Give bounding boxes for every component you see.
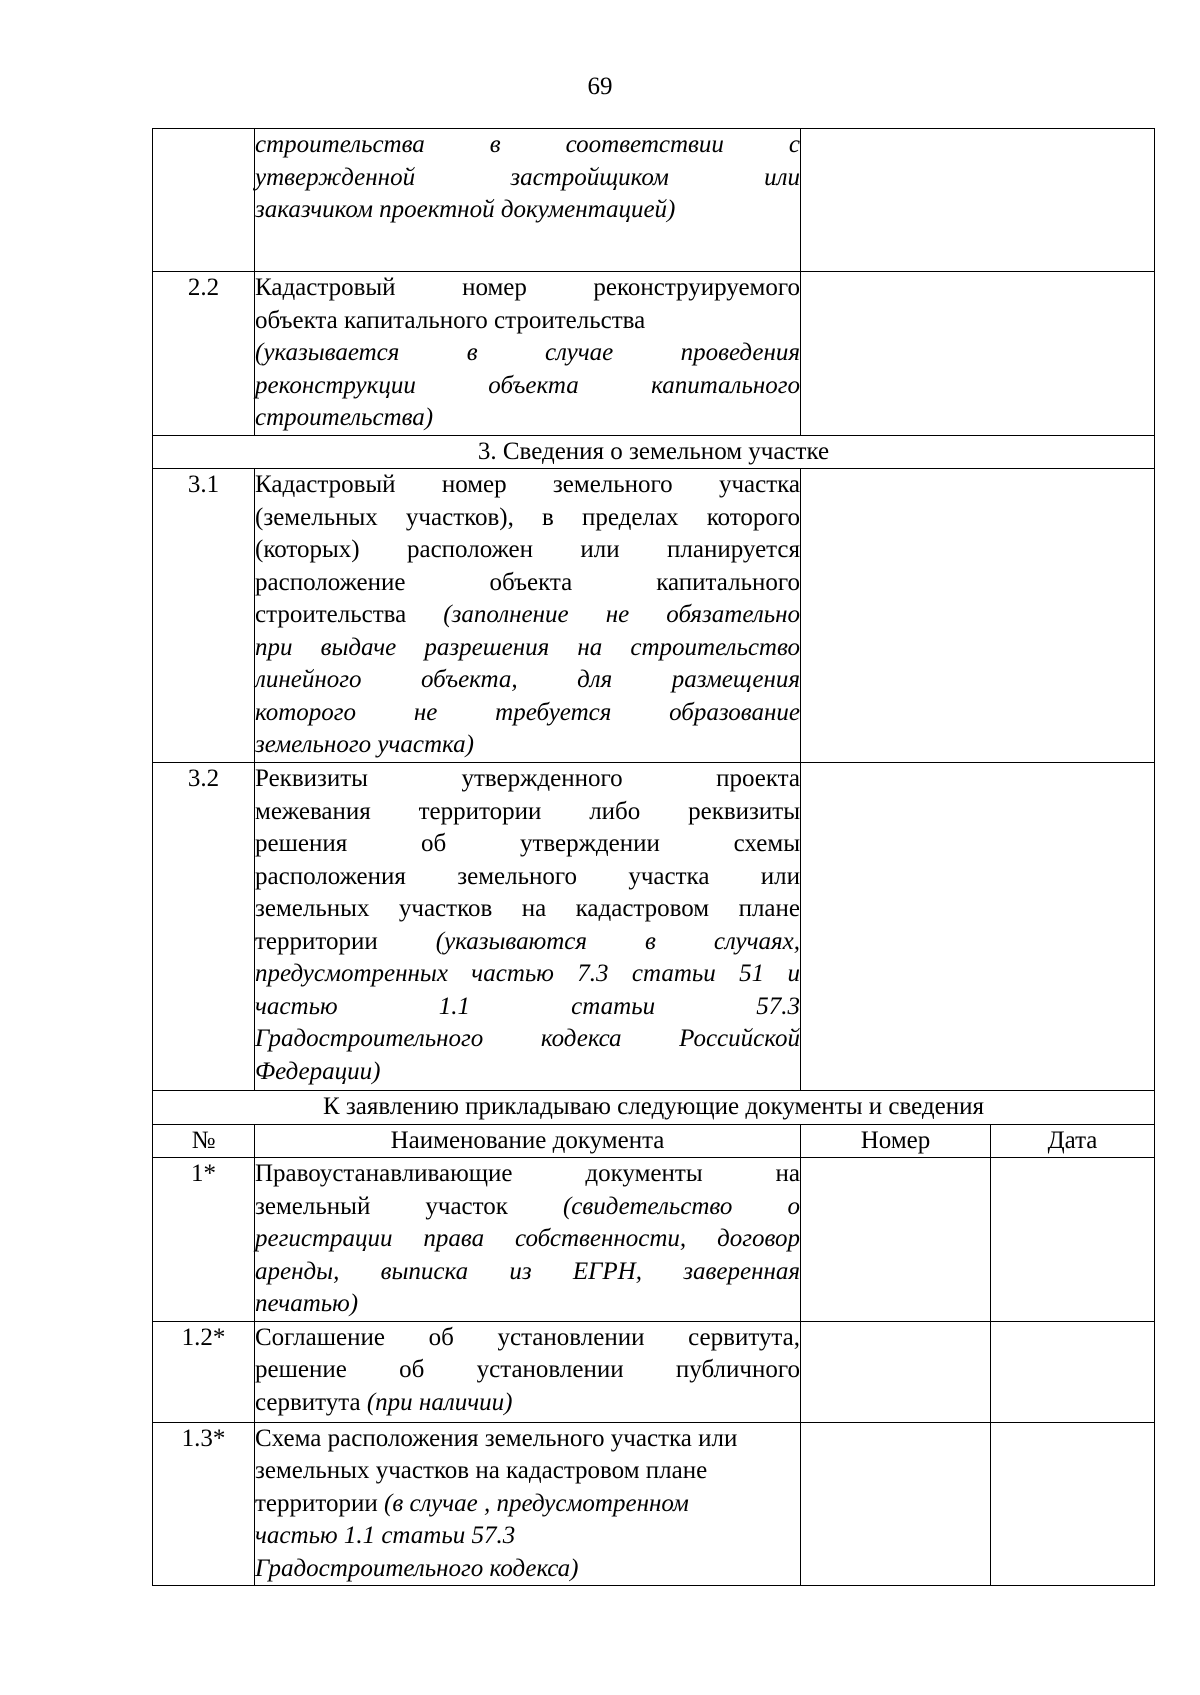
row-description: [255, 1422, 801, 1586]
row-number: 3.1: [153, 469, 255, 763]
description-line: [255, 1256, 800, 1289]
description-line: [255, 1191, 800, 1224]
description-line: [255, 1288, 800, 1321]
description-line: [255, 1520, 800, 1553]
italic-note-text: строительства): [255, 404, 434, 431]
doc-date-cell[interactable]: [991, 1321, 1155, 1422]
italic-note-text: земельного участка): [255, 731, 474, 758]
row-number: 2.2: [153, 272, 255, 436]
column-header-document-name: Наименование документа: [255, 1124, 801, 1158]
italic-note-text: регистрации права собственности, договор: [255, 1225, 800, 1252]
section-header-row: [153, 1091, 1155, 1125]
italic-note-text: (заполнение не обязательно: [443, 601, 800, 628]
description-line: [255, 1455, 800, 1488]
description-line: [255, 402, 800, 435]
row-description: [255, 272, 801, 436]
description-text: расположение объекта капитального: [255, 568, 800, 596]
row-description: [255, 129, 801, 272]
description-line: [255, 796, 800, 829]
column-header-date: Дата: [991, 1124, 1155, 1158]
description-line: [255, 926, 800, 959]
description-text: межевания территории либо реквизиты: [255, 797, 800, 825]
value-cell[interactable]: [801, 763, 1155, 1091]
table-row: [153, 1158, 1155, 1322]
description-line: [255, 1387, 800, 1420]
value-cell[interactable]: [801, 129, 1155, 272]
description-line: [255, 763, 800, 796]
italic-note-text: линейного объекта, для размещения: [255, 666, 800, 693]
italic-note-text: частью 1.1 статьи 57.3: [255, 992, 800, 1020]
table-row: [153, 1422, 1155, 1586]
description-line: [255, 337, 800, 370]
italic-note-text: (указываются в случаях,: [435, 927, 800, 955]
row-number: 3.2: [153, 763, 255, 1091]
description-line: [255, 1423, 800, 1456]
description-line: [255, 664, 800, 697]
italic-note-text: которого не требуется образование: [255, 698, 800, 726]
table-row: [153, 763, 1155, 1091]
row-number: [153, 129, 255, 272]
description-text: земельный участок: [255, 1192, 563, 1220]
description-text: строительства: [255, 601, 444, 628]
italic-note-text: печатью): [255, 1290, 359, 1317]
italic-note-text: частью 1.1 статьи 57.3: [255, 1522, 516, 1549]
value-cell[interactable]: [801, 469, 1155, 763]
row-description: [255, 1158, 801, 1322]
description-text: Кадастровый номер реконструируемого: [255, 274, 800, 301]
description-text: решения об утверждении схемы: [255, 830, 800, 857]
italic-note-text: аренды, выписка из ЕГРН, заверенная: [255, 1257, 800, 1285]
description-line: [255, 194, 800, 227]
table-row: [153, 469, 1155, 763]
description-line: [255, 1553, 800, 1586]
row-number: 1*: [153, 1158, 255, 1322]
description-line: [255, 502, 800, 535]
description-text: земельных участков на кадастровом плане: [255, 895, 800, 922]
description-line: [255, 1488, 800, 1521]
description-line: [255, 272, 800, 305]
description-line: [255, 632, 800, 665]
description-text: Реквизиты утвержденного проекта: [255, 765, 800, 792]
italic-note-text: (свидетельство о: [562, 1192, 800, 1220]
italic-note-text: (в случае , предусмотренном: [384, 1489, 689, 1517]
row-number: 1.2*: [153, 1321, 255, 1422]
row-description: [255, 1321, 801, 1422]
description-text: сервитута: [255, 1388, 367, 1416]
table-row: [153, 272, 1155, 436]
description-text: территории: [255, 927, 436, 955]
row-description: [255, 763, 801, 1091]
doc-number-cell[interactable]: [801, 1321, 991, 1422]
italic-note-text: заказчиком проектной документацией): [255, 196, 676, 223]
description-line: [255, 534, 800, 567]
italic-note-text: предусмотренных частью 7.3 статьи 51 и: [255, 960, 800, 987]
description-text: объекта капитального строительства: [255, 306, 646, 334]
description-text: Соглашение об установлении сервитута,: [255, 1323, 800, 1351]
description-text: (земельных участков), в пределах которого: [255, 503, 800, 531]
italic-note-text: реконструкции объекта капитального: [255, 371, 800, 399]
description-text: решение об установлении публичного: [255, 1356, 800, 1383]
italic-note-text: Федерации): [255, 1057, 381, 1085]
description-line: [255, 1223, 800, 1256]
description-line: [255, 991, 800, 1024]
value-cell[interactable]: [801, 272, 1155, 436]
doc-date-cell[interactable]: [991, 1422, 1155, 1586]
italic-note-text: (при наличии): [366, 1388, 513, 1416]
description-line: [255, 1158, 800, 1191]
italic-note-text: строительства в соответствии с: [255, 131, 800, 158]
column-header-number: №: [153, 1124, 255, 1158]
description-line: [255, 599, 800, 632]
description-line: [255, 370, 800, 403]
description-line: [255, 162, 800, 195]
description-line: [255, 697, 800, 730]
description-text: Правоустанавливающие документы на: [255, 1160, 800, 1187]
description-line: [255, 893, 800, 926]
attachments-title: К заявлению прикладываю следующие документы и сведения: [153, 1091, 1155, 1125]
italic-note-text: Градостроительного кодекса Российской: [255, 1025, 800, 1052]
section-header-row: [153, 435, 1155, 469]
italic-note-text: утвержденной застройщиком или: [255, 163, 800, 191]
page-number: 69: [587, 73, 613, 100]
description-line: [255, 305, 800, 338]
description-line: [255, 828, 800, 861]
description-text: (которых) расположен или планируется: [255, 536, 800, 563]
doc-date-cell[interactable]: [991, 1158, 1155, 1322]
description-line: [255, 1056, 800, 1089]
table-row: [153, 1321, 1155, 1422]
section-3-title: 3. Сведения о земельном участке: [153, 435, 1155, 469]
description-line: [255, 729, 800, 762]
description-text: расположения земельного участка или: [255, 862, 800, 890]
italic-note-text: при выдаче разрешения на строительство: [255, 633, 800, 661]
italic-note-text: Градостроительного кодекса): [255, 1554, 579, 1582]
description-line: [255, 129, 800, 162]
description-line: [255, 567, 800, 600]
description-line: [255, 861, 800, 894]
application-form-table: [152, 128, 1155, 1586]
description-text: Схема расположения земельного участка или: [255, 1424, 738, 1452]
table-row: [153, 129, 1155, 272]
description-line: [255, 1354, 800, 1387]
description-text: Кадастровый номер земельного участка: [255, 471, 800, 498]
description-line: [255, 1322, 800, 1355]
column-header-doc-number: Номер: [801, 1124, 991, 1158]
column-header-row: [153, 1124, 1155, 1158]
description-line: [255, 958, 800, 991]
description-line: [255, 1023, 800, 1056]
row-number: 1.3*: [153, 1422, 255, 1586]
description-text: территории: [255, 1489, 385, 1517]
row-description: [255, 469, 801, 763]
doc-number-cell[interactable]: [801, 1422, 991, 1586]
description-line: [255, 469, 800, 502]
description-text: земельных участков на кадастровом плане: [255, 1457, 708, 1484]
doc-number-cell[interactable]: [801, 1158, 991, 1322]
italic-note-text: (указывается в случае проведения: [255, 339, 800, 366]
